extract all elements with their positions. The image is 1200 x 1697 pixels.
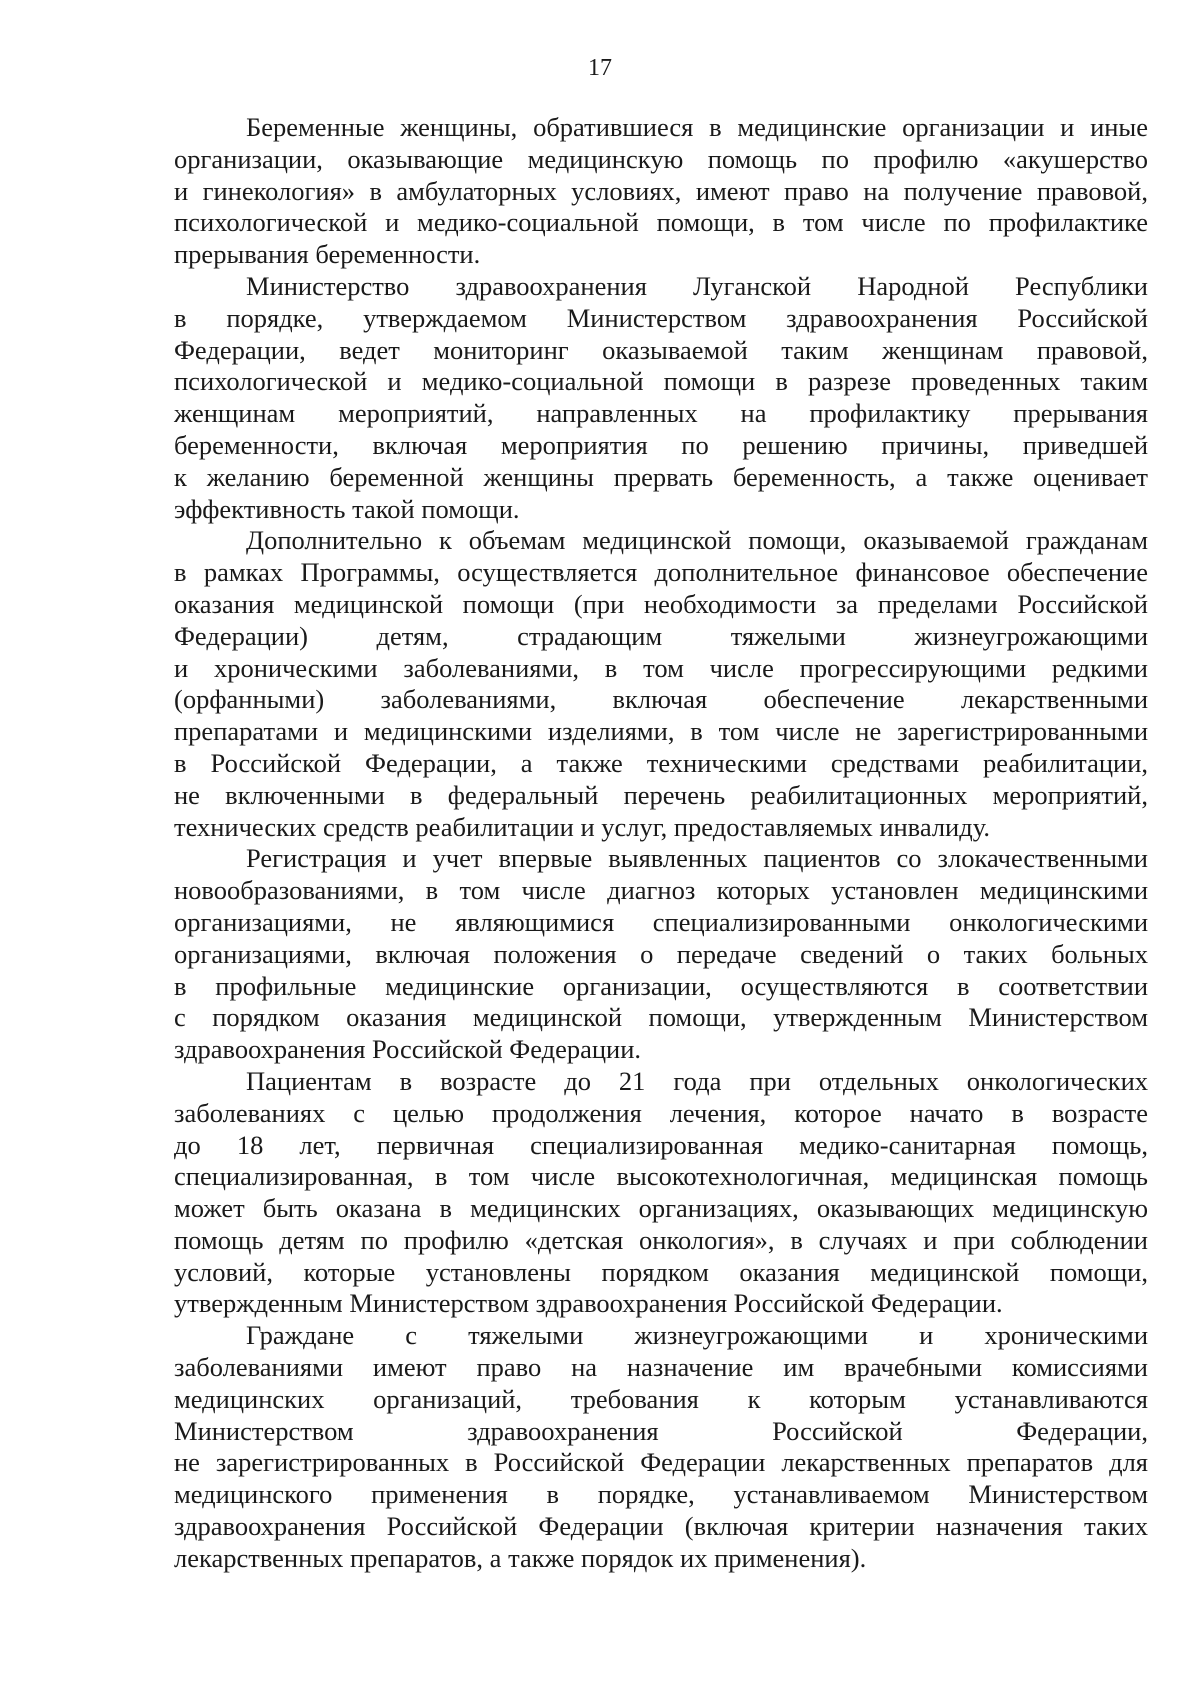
paragraph-line: Граждане с тяжелыми жизнеугрожающими и хроническими [246,1320,1148,1351]
paragraph-line: в порядке, утверждаемом Министерством здравоохранения Российской [174,302,1148,333]
paragraph-line: с порядком оказания медицинской помощи, утвержденным Министерством [174,1002,1148,1033]
paragraph-line: технических средств реабилитации и услуг, предоставляемых инвалиду. [174,811,990,842]
page-number: 17 [588,55,612,81]
paragraph-line: к желанию беременной женщины прервать беременность, а также оценивает [174,461,1148,492]
paragraph-line: организации, оказывающие медицинскую помощь по профилю «акушерство [174,143,1148,174]
paragraph-line: (орфанными) заболеваниями, включая обеспечение лекарственными [174,684,1148,715]
paragraph [174,1066,1148,1320]
paragraph-line: не зарегистрированных в Российской Федерации лекарственных препаратов для [174,1447,1148,1478]
paragraph-line: Министерство здравоохранения Луганской Народной Республики [246,270,1148,301]
paragraph [174,1320,1148,1574]
paragraph-line: и гинекология» в амбулаторных условиях, имеют право на получение правовой, [174,175,1148,206]
paragraph-line: организациями, включая положения о передаче сведений о таких больных [174,938,1148,969]
paragraph-line: Регистрация и учет впервые выявленных пациентов со злокачественными [246,843,1148,874]
paragraph-line: прерывания беременности. [174,239,481,270]
paragraph [174,112,1148,271]
paragraph [174,525,1148,843]
paragraph-line: медицинского применения в порядке, устанавливаемом Министерством [174,1479,1148,1510]
paragraph-line: эффективность такой помощи. [174,493,520,524]
paragraph-line: Федерации) детям, страдающим тяжелыми жизнеугрожающими [174,620,1148,651]
paragraph-line: заболеваниями имеют право на назначение им врачебными комиссиями [174,1352,1148,1383]
paragraph-line: условий, которые установлены порядком оказания медицинской помощи, [174,1256,1148,1287]
paragraph-line: новообразованиями, в том числе диагноз которых установлен медицинскими [174,875,1148,906]
paragraph-line: беременности, включая мероприятия по решению причины, приведшей [174,429,1148,460]
paragraph [174,843,1148,1066]
paragraph-line: здравоохранения Российской Федерации (включая критерии назначения таких [174,1511,1148,1542]
paragraph-line: организациями, не являющимися специализированными онкологическими [174,906,1148,937]
paragraph-line: может быть оказана в медицинских организациях, оказывающих медицинскую [174,1193,1148,1224]
paragraph-line: в рамках Программы, осуществляется дополнительное финансовое обеспечение [174,557,1148,588]
paragraph-line: препаратами и медицинскими изделиями, в том числе не зарегистрированными [174,716,1148,747]
document-body [174,112,1148,1575]
paragraph-line: Дополнительно к объемам медицинской помощи, оказываемой гражданам [246,525,1148,556]
paragraph-line: и хроническими заболеваниями, в том числе прогрессирующими редкими [174,652,1148,683]
paragraph-line: психологической и медико-социальной помощи, в том числе по профилактике [174,207,1148,238]
paragraph-line: помощь детям по профилю «детская онкология», в случаях и при соблюдении [174,1224,1148,1255]
paragraph-line: Беременные женщины, обратившиеся в медицинские организации и иные [246,112,1148,142]
paragraph-line: в Российской Федерации, а также техническими средствами реабилитации, [174,747,1148,778]
paragraph-line: специализированная, в том числе высокотехнологичная, медицинская помощь [174,1161,1148,1192]
paragraph-line: заболеваниях с целью продолжения лечения, которое начато в возрасте [174,1097,1148,1128]
paragraph-line: психологической и медико-социальной помощи в разрезе проведенных таким [174,366,1148,397]
paragraph-line: оказания медицинской помощи (при необходимости за пределами Российской [174,588,1148,619]
paragraph-line: лекарственных препаратов, а также порядок их применения). [174,1542,867,1573]
paragraph-line: Пациентам в возрасте до 21 года при отдельных онкологических [246,1065,1148,1096]
paragraph-line: утвержденным Министерством здравоохранения Российской Федерации. [174,1288,1003,1319]
paragraph [174,271,1148,525]
paragraph-line: женщинам мероприятий, направленных на профилактику прерывания [174,398,1148,429]
paragraph-line: здравоохранения Российской Федерации. [174,1034,642,1065]
paragraph-line: в профильные медицинские организации, осуществляются в соответствии [174,970,1148,1001]
paragraph-line: Федерации, ведет мониторинг оказываемой таким женщинам правовой, [174,334,1148,365]
paragraph-line: медицинских организаций, требования к которым устанавливаются [174,1383,1148,1414]
paragraph-line: Министерством здравоохранения Российской Федерации, [174,1415,1148,1446]
paragraph-line: не включенными в федеральный перечень реабилитационных мероприятий, [174,779,1148,810]
paragraph-line: до 18 лет, первичная специализированная медико-санитарная помощь, [174,1129,1148,1160]
